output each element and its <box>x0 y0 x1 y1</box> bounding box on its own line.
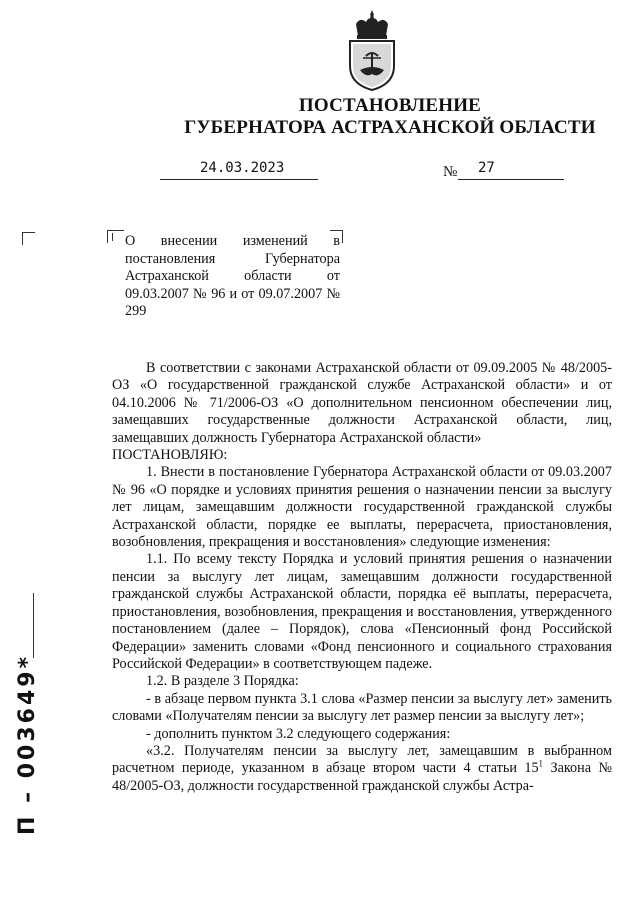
document-number: 27 <box>478 160 495 176</box>
subject-block <box>125 233 340 321</box>
number-underline <box>458 178 564 180</box>
side-serial-number: П – 003649* <box>15 653 40 835</box>
sidebar-line <box>33 593 34 658</box>
coat-of-arms-icon <box>346 8 398 92</box>
paragraph-bullet-2: - дополнить пунктом 3.2 следующего содержания: <box>146 725 451 742</box>
corner-mark-left <box>22 232 35 245</box>
paragraph-item-1-1: 1.1. По всему тексту Порядка и условий принятия решения о назначении пенсии за выслугу лет лицам, замещавшим должности государственной гражданской службы Астраханской области, порядка её выплаты, перерасчета, приостановления, возобновления, прекращения и восстановления, утвержденного постановлением (далее – Порядок), слова «Пенсионный фонд Российской Федерации» заменить словами «Фонд пенсионного и социального страхования Российской Федерации» в соответствующем падеже. <box>112 551 612 672</box>
paragraph-item-3-2 <box>112 743 612 795</box>
document-title: ПОСТАНОВЛЕНИЕ <box>298 95 482 116</box>
paragraph-item-3-2-end: Закона № 48/2005-ОЗ, должности государственной гражданской службы Астра- <box>112 760 612 794</box>
document-issuer: ГУБЕРНАТОРА АСТРАХАНСКОЙ ОБЛАСТИ <box>184 117 596 138</box>
paragraph-preamble: В соответствии с законами Астраханской области от 09.09.2005 № 48/2005-ОЗ «О государственной гражданской службе Астраханской области» и от 04.10.2006 № 71/2006-ОЗ «О дополнительном пенсионном обеспечении лиц, замещавших государственные должности Астраханской области, лиц, замещавших должность Губернатора Астраханской области» <box>112 360 612 446</box>
subject-text: О внесении изменений в постановления Губернатора Астраханской области от 09.03.2007 № 96 и от 09.07.2007 № 299 <box>125 233 340 319</box>
paragraph-decree: ПОСТАНОВЛЯЮ: <box>112 447 228 464</box>
date-underline <box>160 178 318 180</box>
corner-mark-subject-left <box>107 230 124 243</box>
superscript-1: 1 <box>538 758 544 769</box>
paragraph-item-3-2-start: «3.2. Получателям пенсии за выслугу лет, замещавшим в выбранном расчетном периоде, указанном в абзаце втором части 4 статьи 15 <box>112 742 612 777</box>
corner-mark-subject-left-inner <box>112 233 113 241</box>
document-body <box>112 360 612 795</box>
number-label: № <box>443 164 458 180</box>
paragraph-bullet-1: - в абзаце первом пункта 3.1 слова «Размер пенсии за выслугу лет» заменить словами «Получателям пенсии за выслугу лет размер пенсии за выслугу лет»; <box>112 690 612 725</box>
document-date: 24.03.2023 <box>200 160 285 176</box>
paragraph-item-1-2: 1.2. В разделе 3 Порядка: <box>146 673 299 690</box>
paragraph-item-1: 1. Внести в постановление Губернатора Астраханской области от 09.03.2007 № 96 «О порядке и условиях принятия решения о назначении пенсии за выслугу лет лицам, замещавшим должности государственной гражданской службы Астраханской области, порядке ее выплаты, перерасчета, приостановления, возобновления, прекращения и восстановления» следующие изменения: <box>112 464 612 551</box>
